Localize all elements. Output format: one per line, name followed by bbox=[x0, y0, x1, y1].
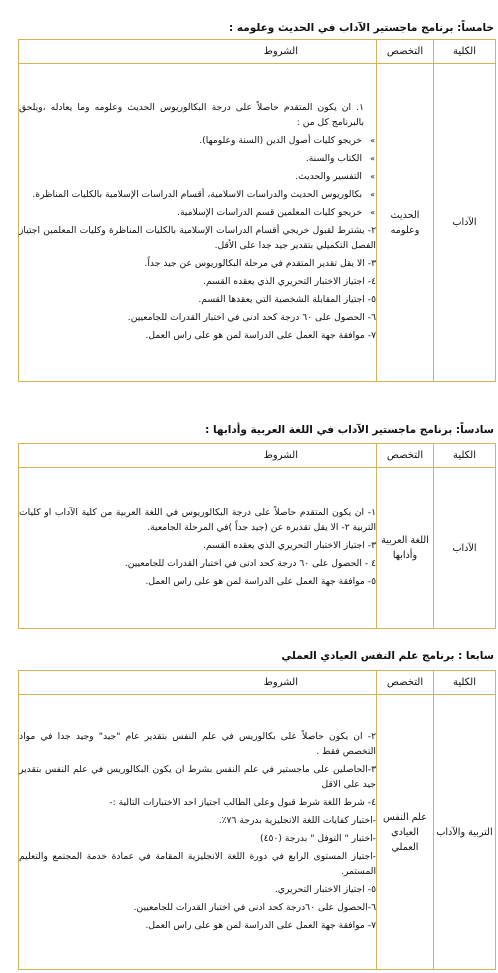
college-cell: الآداب bbox=[434, 468, 496, 629]
condition-item: ٣- الا يقل تقدير المتقدم في مرحلة البكالوريوس عن جيد جداً. bbox=[144, 257, 376, 269]
condition-bullet: » التفسير والحديث. bbox=[19, 169, 376, 184]
college-cell: التربية والآداب bbox=[434, 695, 496, 970]
specialization-cell: اللغة العربية وأدابها bbox=[377, 468, 434, 629]
condition-item: ٥- اجتياز الاختبار التحريري. bbox=[274, 883, 376, 895]
header-conditions: الشروط bbox=[19, 444, 377, 468]
condition-item: ٦- الحصول على ٦٠ درجة كحد ادنى في اختبار القدرات للجامعيين. bbox=[127, 311, 376, 323]
section-5-table bbox=[18, 39, 496, 382]
conditions-cell bbox=[19, 64, 377, 382]
section-6-heading: سادساً: برنامج ماجستير الآداب في اللغة العربية وأدابها : bbox=[205, 424, 494, 436]
condition-item: ٥- موافقة جهة العمل على الدراسة لمن هو على راس العمل. bbox=[145, 575, 376, 587]
condition-item: ٤- شرط اللغة شرط قبول وعلى الطالب اجتياز احد الاختبارات التالية :- bbox=[109, 796, 376, 808]
specialization-cell: الحديث وعلومه bbox=[377, 64, 434, 382]
condition-item: ٢- ان يكون حاصلاً على بكالوريس في علم النفس بتقدير عام "جيد" وجيد جدا في مواد التخصص فقط . bbox=[19, 730, 376, 757]
condition-item: ٥- اجتياز المقابلة الشخصية التي يعقدها القسم. bbox=[198, 293, 376, 305]
condition-item: ٤ - الحصول على ٦٠ درجة كحد ادنى في اختبار القدرات للجامعيين. bbox=[124, 557, 376, 569]
condition-item: ١- ان يكون المتقدم حاصلاً على درجة البكالوريوس في اللغة العربية من كلية الآداب او كليات التربية ٢- الا يقل تقديره عن (جيد جداً )في المرحلة الجامعية. bbox=[19, 506, 376, 533]
condition-item: -اجتياز المستوى الرابع في دورة اللغة الانجليزية المقامة في عمادة خدمة المجتمع والتعليم المستمر. bbox=[19, 850, 376, 877]
header-conditions: الشروط bbox=[19, 671, 377, 695]
header-conditions: الشروط bbox=[19, 40, 377, 64]
condition-item: ٧- موافقة جهة العمل على الدراسة لمن هو على راس العمل. bbox=[145, 329, 376, 341]
header-college: الكلية bbox=[434, 40, 496, 64]
condition-item: ٦-الحصول على ٦٠درجة كحد ادنى في اختبار القدرات للجامعيين. bbox=[133, 901, 376, 913]
header-specialization: التخصص bbox=[377, 40, 434, 64]
condition-bullet: » الكتاب والسنة. bbox=[19, 151, 376, 166]
section-7-table bbox=[18, 670, 496, 970]
condition-item: ٢- يشترط لقبول خريجي أقسام الدراسات الإسلامية بالكليات المناظرة وكليات المعلمين اجتياز الفصل التكميلي بتقدير جيد جدا على الأقل. bbox=[19, 224, 376, 251]
section-5-heading: خامساً: برنامج ماجستير الآداب في الحديث وعلومه : bbox=[229, 22, 494, 34]
specialization-cell: علم النفس العيادي العملي bbox=[377, 695, 434, 970]
condition-item: ٧- موافقة جهة العمل على الدراسة لمن هو على راس العمل. bbox=[145, 919, 376, 931]
condition-item: ٣-الحاصلين على ماجستير في علم النفس بشرط ان يكون البكالوريس في علم النفس بتقدير جيد على الاقل bbox=[19, 763, 376, 790]
condition-item: ٤- اجتياز الاختبار التحريري الذي يعقده القسم. bbox=[203, 275, 376, 287]
header-college: الكلية bbox=[434, 444, 496, 468]
condition-bullet: » خريجو كليات المعلمين قسم الدراسات الإسلامية. bbox=[19, 205, 376, 220]
college-cell: الآداب bbox=[434, 64, 496, 382]
condition-item: ١. ان يكون المتقدم حاصلاً على درجة البكالوريوس الحديث وعلومه وما يعادله ،ويلحق بالبرنامج كل من : bbox=[19, 101, 364, 128]
condition-bullet: » خريجو كليات أصول الدين (السنة وعلومها). bbox=[19, 133, 376, 148]
condition-item: ٣- اجتياز الاختبار التحريري الذي يعقده القسم. bbox=[203, 539, 376, 551]
section-7-heading: سابعا : برنامج علم النفس العيادي العملي bbox=[281, 650, 494, 662]
conditions-cell bbox=[19, 695, 377, 970]
condition-item: -اختبار كفايات اللغة الانجليزية بدرجة ٧٦٪. bbox=[218, 814, 376, 826]
condition-bullet: » بكالوريوس الحديث والدراسات الاسلامية، أقسام الدراسات الإسلامية بالكليات المناظرة. bbox=[19, 187, 376, 202]
section-6-table bbox=[18, 443, 496, 629]
header-specialization: التخصص bbox=[377, 671, 434, 695]
condition-item: -اختبار " التوفل " بدرجة (٤٥٠) bbox=[259, 832, 376, 844]
header-specialization: التخصص bbox=[377, 444, 434, 468]
header-college: الكلية bbox=[434, 671, 496, 695]
conditions-cell bbox=[19, 468, 377, 629]
